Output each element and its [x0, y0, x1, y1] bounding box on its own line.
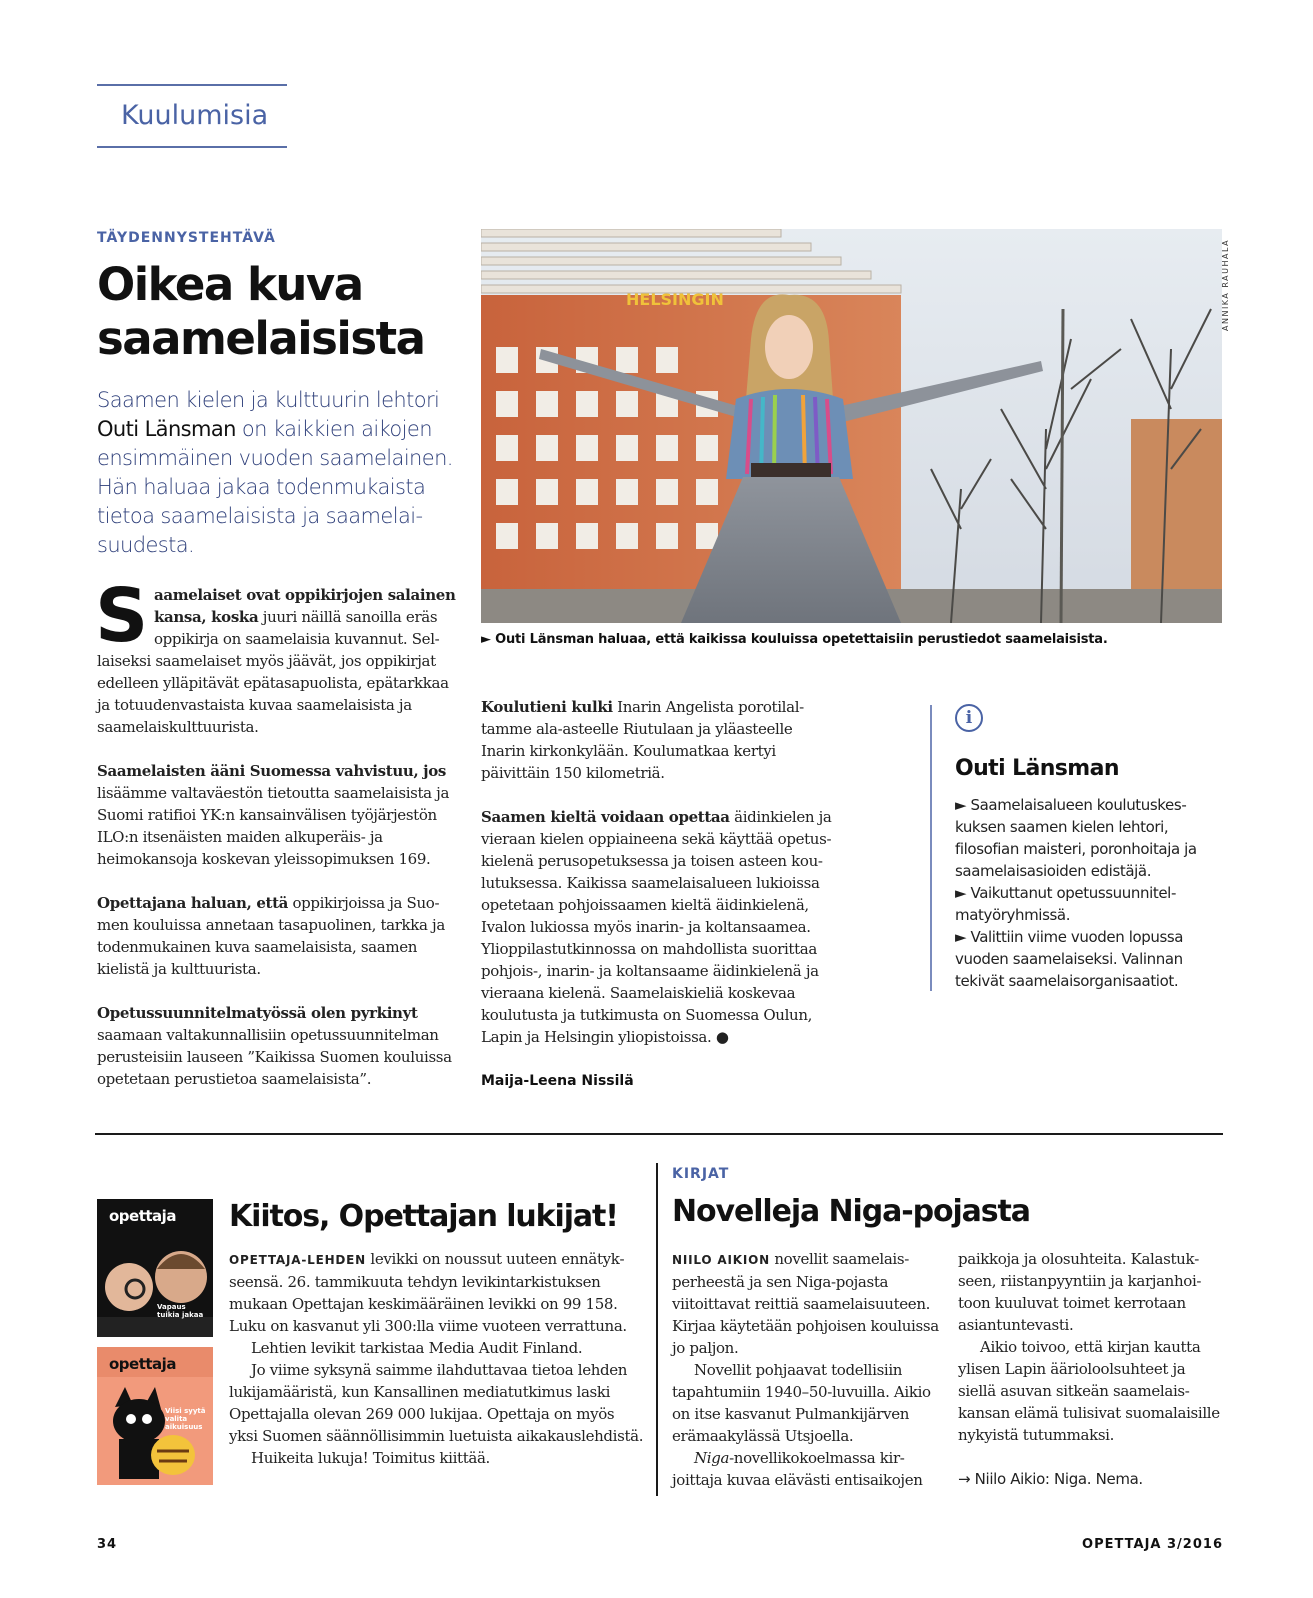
headline-line-2: saamelaisista [97, 312, 425, 365]
section-divider [95, 1133, 1223, 1135]
portrait-photo-illustration [481, 229, 1222, 623]
photo-credit: ANNIKA RAUHALA [1221, 238, 1230, 331]
paragraph: Aikio toivoo, että kirjan kautta ylisen Lapin äärioloolsuhteet ja siellä asuvan sitkeän saamelaiskansan elämä tulisivat suomalaisille nykyistä tutummaksi. [958, 1338, 1220, 1444]
kirjat-column-2 [958, 1248, 1223, 1490]
infobox-title: Outi Länsman [955, 756, 1119, 781]
paragraph: Lehtien levikit tarkistaa Media Audit Finland. [251, 1339, 583, 1357]
paragraph-2: Saamelaisten ääni Suomessa vahvistuu, jos lisäämme valtaväestön tietoutta saamelaisista ja Suomi ratifioi YK:n kansainvälisen työjärjestön ILO:n itsenäisten maiden alkuperäis- ja heimokansoja koskevan yleissopimuksen 169. [97, 762, 450, 868]
article-photo [481, 229, 1222, 623]
infobox-list [955, 794, 1225, 992]
paragraph-4: Opetussuunnitelmatyössä olen pyrkinyt saamaan valtakunnallisiin opetussuunnitelman perusteisiin lauseen ”Kaikissa Suomen kouluissa opetetaan perustietoa saamelaisista”. [97, 1004, 452, 1088]
article-headline [97, 258, 467, 366]
kirjat-column-1 [672, 1248, 940, 1491]
photo-caption: ► Outi Länsman haluaa, että kaikissa kouluissa opetettaisiin perustiedot saamelaisista. [481, 632, 1108, 647]
building-sign: HELSINGIN [626, 290, 724, 309]
article-lead: Saamen kielen ja kulttuurin lehtori Outi Länsman on kaikkien aikojen ensimmäinen vuoden saamelainen. Hän haluaa jakaa todenmukaista tietoa saamelaisista ja saamelaisuudesta. [97, 388, 453, 557]
kirjat-kicker: KIRJAT [672, 1166, 730, 1182]
cover-title: opettaja [109, 1207, 176, 1225]
paragraph: Novellit pohjaavat todellisiin tapahtumiin 1940–50-luvuilla. Aikio on itse kasvanut Pulmankijärven erämaakylässä Utsjoella. [672, 1361, 931, 1445]
book-info: → Niilo Aikio: Niga. Nema. [958, 1470, 1143, 1488]
paragraph-6: Saamen kieltä voidaan opettaa äidinkielen ja vieraan kielen oppiaineena sekä käyttää opetuskielenä perusopetuksessa ja toisen asteen koulutuksessa. Kaikissa saamelaisalueen lukioissa opetetaan pohjoissaamen kieltä äidinkielenä, Ivalon lukiossa myös inarin- ja koltansaamea. Ylioppilastutkinnossa on mahdollista suorittaa pohjois-, inarin- ja koltansaame äidinkielenä ja vieraana kielenä. Saamelaiskieliä koskevaa koulutusta ja tutkimusta on Suomessa Oulun, Lapin ja Helsingin yliopistoissa. ● [481, 808, 832, 1046]
cover-teaser: Viisi syytä valita aikuisuus [165, 1407, 206, 1431]
byline: Maija-Leena Nissilä [481, 1073, 634, 1089]
infobox-item: ► Valittiin viime vuoden lopussa vuoden saamelaiseksi. Valinnan tekivät saamelaisorganisaatiot. [955, 928, 1184, 990]
article-column-2 [481, 696, 833, 1048]
magazine-cover-2 [97, 1347, 213, 1485]
magazine-issue: OPETTAJA 3/2016 [1082, 1537, 1223, 1552]
section-label: Kuulumisia [121, 100, 269, 131]
paragraph-5: Koulutieni kulki Inarin Angelista porotilaltamme ala-asteelle Riutulaan ja yläasteelle Inarin kirkonkylään. Koulumatkaa kertyi päivittäin 150 kilometriä. [481, 698, 805, 782]
info-icon: i [955, 704, 983, 732]
paragraph: paikkoja ja olosuhteita. Kalastukseen, riistanpyyntiin ja karjanhoitoon kuuluvat toimet kerrotaan asiantuntevasti. [958, 1250, 1202, 1334]
infobox-item: ► Saamelaisalueen koulutuskeskuksen saamen kielen lehtori, filosofian maisteri, poronhoitaja ja saamelaisasioiden edistäjä. [955, 796, 1197, 880]
section-header [97, 84, 287, 148]
page-number: 34 [97, 1537, 118, 1552]
paragraph: OPETTAJA-LEHDEN levikki on noussut uuteen ennätykseensä. 26. tammikuuta tehdyn levikintarkistuksen mukaan Opettajan keskimääräinen levikki on 99 158. Luku on kasvanut yli 300:lla viime vuoteen verrattuna. [229, 1250, 627, 1335]
paragraph-3: Opettajana haluan, että oppikirjoissa ja Suomen kouluissa annetaan tasapuolinen, tarkka ja todenmukainen kuva saamelaisista, saamen kielistä ja kulttuurista. [97, 894, 445, 978]
kiitos-body [229, 1248, 647, 1469]
paragraph: NIILO AIKION novellit saamelaisperheestä ja sen Niga-pojasta viitoittavat reittiä saamelaisuuteen. Kirjaa käytetään pohjoisen kouluissa jo paljon. [672, 1250, 939, 1357]
infobox-item: ► Vaikuttanut opetussuunnitelmatyöryhmissä. [955, 884, 1177, 924]
article-kicker: TÄYDENNYSTEHTÄVÄ [97, 230, 276, 246]
column-divider [656, 1163, 658, 1496]
paragraph: Niga-novellikokoelmassa kirjoittaja kuvaa elävästi entisaikojen [672, 1449, 923, 1489]
magazine-cover-1 [97, 1199, 213, 1337]
paragraph: Huikeita lukuja! Toimitus kiittää. [251, 1449, 490, 1467]
headline-line-1: Oikea kuva [97, 258, 363, 311]
cover-teaser: Vapaus tuikia jakaa [157, 1303, 204, 1319]
paragraph: Jo viime syksynä saimme ilahduttavaa tietoa lehden lukijamääristä, kun Kansallinen mediatutkimus laski Opettajalla olevan 269 000 lukijaa. Opettaja on myös yksi Suomen säännöllisimmin luetuista aikakauslehdistä. [229, 1361, 644, 1445]
drop-cap: S [95, 573, 148, 659]
paragraph-1: Saamelaiset ovat oppikirjojen salainen kansa, koska juuri näillä sanoilla eräs oppikirja on saamelaisia kuvannut. Sellaiseksi saamelaiset myös jäävät, jos oppikirjat edelleen ylläpitävät epätasapuolista, epätarkkaa ja totuudenvastaista kuvaa saamelaisista ja saamelaiskulttuurista. [95, 573, 456, 736]
kiitos-headline: Kiitos, Opettajan lukijat! [229, 1199, 618, 1234]
article-column-1 [95, 573, 459, 1090]
infobox-rule [930, 705, 932, 991]
kirjat-headline: Novelleja Niga-pojasta [672, 1194, 1030, 1229]
cover-title: opettaja [109, 1355, 176, 1373]
